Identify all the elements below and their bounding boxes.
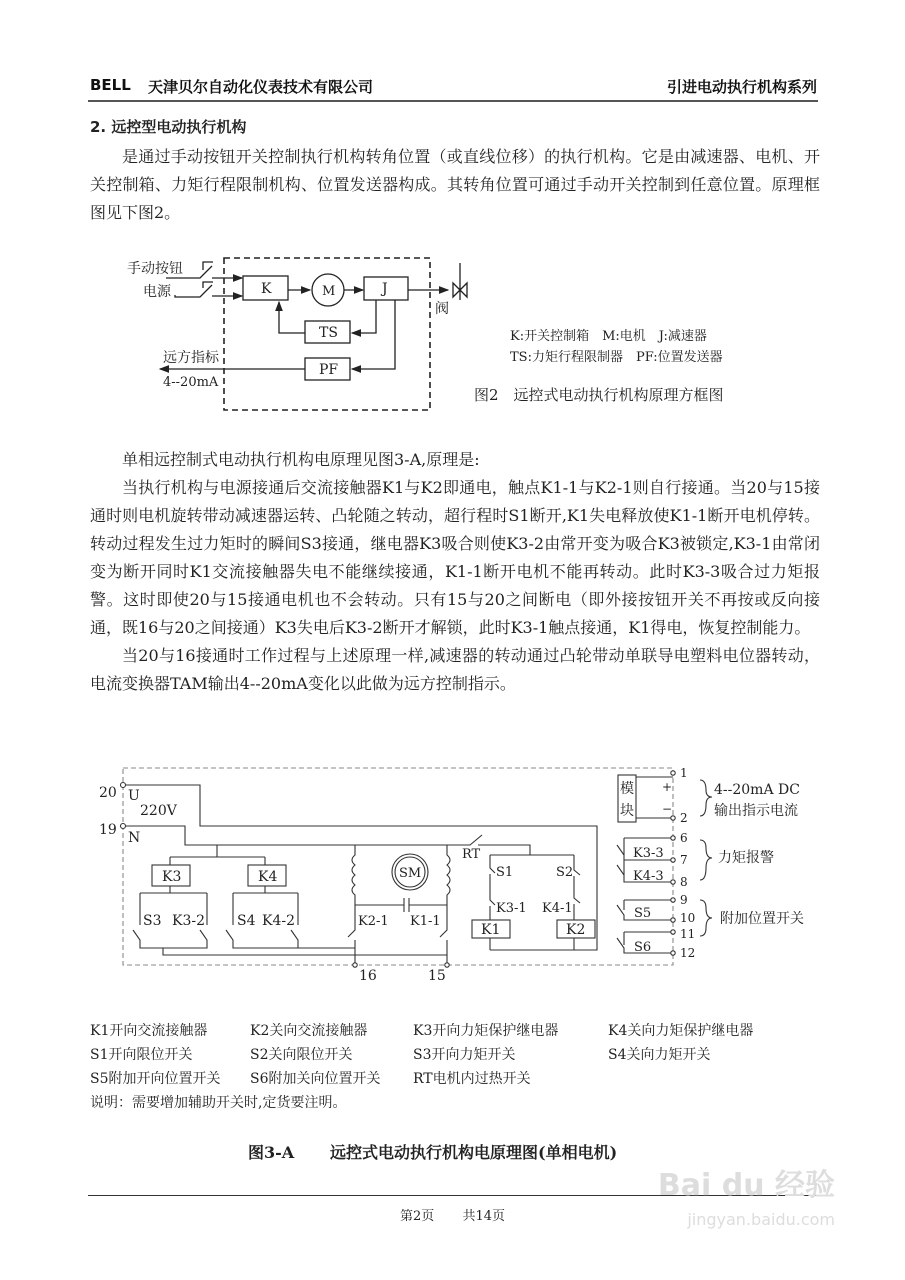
sm-label: SM <box>399 866 422 881</box>
s2-label: S2 <box>556 865 574 880</box>
brace-output <box>700 780 712 816</box>
ts-label: TS <box>319 325 338 341</box>
figure-3a-labels <box>99 766 804 984</box>
k1-1-label: K1-1 <box>410 914 441 929</box>
legend-item: RT电机内过热开关 <box>413 1071 531 1087</box>
figure-3a-number: 图3-A <box>248 1143 295 1162</box>
minus-label: − <box>662 802 673 816</box>
section-title: 2. 远控型电动执行机构 <box>90 118 247 136</box>
baidu-watermark-url: jingyan.baidu.com <box>687 1210 835 1229</box>
legend-item: K3开向力矩保护继电器 <box>413 1023 559 1039</box>
s5-label: S5 <box>634 906 652 921</box>
legend-item: S3开向力矩开关 <box>413 1047 516 1063</box>
k3-label: K3 <box>162 869 182 885</box>
terminal-19: 19 <box>99 822 117 838</box>
terminal-6: 6 <box>680 831 688 845</box>
k3-3-label: K3-3 <box>633 846 664 861</box>
k3-2-label: K3-2 <box>172 913 206 929</box>
m-label: M <box>322 284 336 299</box>
legend-item: K2关向交流接触器 <box>250 1023 368 1039</box>
terminal-7: 7 <box>680 853 688 867</box>
s6-label: S6 <box>634 940 652 955</box>
terminal-12: 12 <box>680 946 696 960</box>
figure-2-labels <box>127 260 724 404</box>
k4-label: K4 <box>258 869 278 885</box>
module-label-2: 块 <box>620 803 634 819</box>
u-label: U <box>128 788 140 804</box>
k4-3-label: K4-3 <box>633 869 664 884</box>
principle-p2: 当执行机构与电源接通后交流接触器K1与K2即通电，触点K1-1与K2-1则自行接通。当20与15接通时则电机旋转带动减速器运转、凸轮随之转动，超行程时S1断开,K1失电释放使K1-1断开电机停转。转动过程发生过力矩时的瞬间S3接通，继电器K3吸合则使K3-2由常开变为吸合K3被锁定,K3-1由常闭变为断开同时K1交流接触器失电不能继续接通，K1-1断开电机不能再转动。此时K3-3吸合过力矩报警。这时即使20与15接通电机也不会转动。只有15与20之间断电（即外接按钮开关不再按或反向接通，既16与20之间接通）K3失电后K3-2断开才解锁，此时K3-1触点接通，K1得电，恢复控制能力。 <box>90 478 820 637</box>
output-indicator-label: 输出指示电流 <box>714 803 798 819</box>
terminal-20: 20 <box>99 785 117 801</box>
terminal-1: 1 <box>680 766 688 780</box>
rt-label: RT <box>462 847 481 862</box>
s1-label: S1 <box>496 865 514 880</box>
k2-1-label: K2-1 <box>358 914 389 929</box>
figure-3a-title: 远控式电动执行机构电原理图(单相电机) <box>330 1143 618 1162</box>
k-label: K <box>261 281 272 297</box>
baidu-watermark-logo: Bai du 经验 <box>657 1168 835 1203</box>
terminal-11: 11 <box>680 927 696 941</box>
circuit-boundary <box>123 768 673 965</box>
k2-label: K2 <box>566 922 586 938</box>
plus-label: + <box>662 780 673 794</box>
legend-item: S2关向限位开关 <box>250 1047 353 1063</box>
figure-2-legend-2: TS:力矩行程限制器 PF:位置发送器 <box>510 350 723 365</box>
terminal-16: 16 <box>359 968 377 984</box>
order-note: 说明：需要增加辅助开关时,定货要注明。 <box>90 1095 347 1111</box>
figure-2-caption: 图2 远控式电动执行机构原理方框图 <box>474 386 724 404</box>
header-company: 天津贝尔自动化仪表技术有限公司 <box>148 78 374 96</box>
k1-label: K1 <box>481 922 501 938</box>
remote-indicator-label: 远方指标 <box>163 350 219 366</box>
legend-item: K1开向交流接触器 <box>90 1023 208 1039</box>
s3-label: S3 <box>143 913 162 929</box>
output-current-label: 4--20mA DC <box>714 782 800 798</box>
k4-2-label: K4-2 <box>262 913 296 929</box>
valve-label: 阀 <box>435 301 449 317</box>
module-label-1: 模 <box>620 781 634 797</box>
aux-switch-label: 附加位置开关 <box>720 911 804 927</box>
manual-button-label: 手动按钮 <box>127 261 183 277</box>
terminal-8: 8 <box>680 875 688 889</box>
legend-item: S6附加关向位置开关 <box>250 1071 381 1087</box>
voltage-label: 220V <box>140 803 177 819</box>
legend-item: S5附加开向位置开关 <box>90 1071 221 1087</box>
intro-text: 是通过手动按钮开关控制执行机构转角位置（或直线位移）的执行机构。它是由减速器、电机、开关控制箱、力矩行程限制机构、位置发送器构成。其转角位置可通过手动开关控制到任意位置。原理框图见下图2。 <box>90 147 820 222</box>
legend-item: S4关向力矩开关 <box>608 1047 711 1063</box>
brace-aux <box>700 900 712 936</box>
k4-1-label: K4-1 <box>542 901 573 916</box>
pf-label: PF <box>319 362 339 378</box>
k3-1-label: K3-1 <box>496 901 527 916</box>
power-label: 电源 <box>143 284 171 300</box>
principle-p1: 单相远控制式电动执行机构电原理见图3-A,原理是: <box>122 450 480 469</box>
valve-icon <box>453 263 467 300</box>
terminal-10: 10 <box>680 911 696 925</box>
figure-3a-caption <box>248 1143 617 1162</box>
principle-p3: 当20与16接通时工作过程与上述原理一样,减速器的转动通过凸轮带动单联导电塑料电位器转动，电流变换器TAM输出4--20mA变化以此做为远方控制指示。 <box>90 646 820 693</box>
s4-label: S4 <box>237 913 256 929</box>
figure-2-legend-1: K:开关控制箱 M:电机 J:减速器 <box>510 329 707 344</box>
brace-torque <box>700 840 712 880</box>
page-number: 第2页 <box>400 1209 435 1224</box>
terminal-2: 2 <box>680 811 688 825</box>
terminal-15: 15 <box>428 968 446 984</box>
page-total: 共14页 <box>462 1209 505 1224</box>
legend-item: K4关向力矩保护继电器 <box>608 1023 754 1039</box>
j-label: J <box>382 281 388 297</box>
torque-alarm-label: 力矩报警 <box>718 850 774 866</box>
legend-item: S1开向限位开关 <box>90 1047 193 1063</box>
n-label: N <box>128 830 141 846</box>
header-brand: BELL <box>90 76 131 94</box>
current-label: 4--20mA <box>163 375 219 390</box>
terminal-9: 9 <box>680 893 688 907</box>
component-legend <box>90 1022 753 1111</box>
header-series: 引进电动执行机构系列 <box>666 78 817 96</box>
